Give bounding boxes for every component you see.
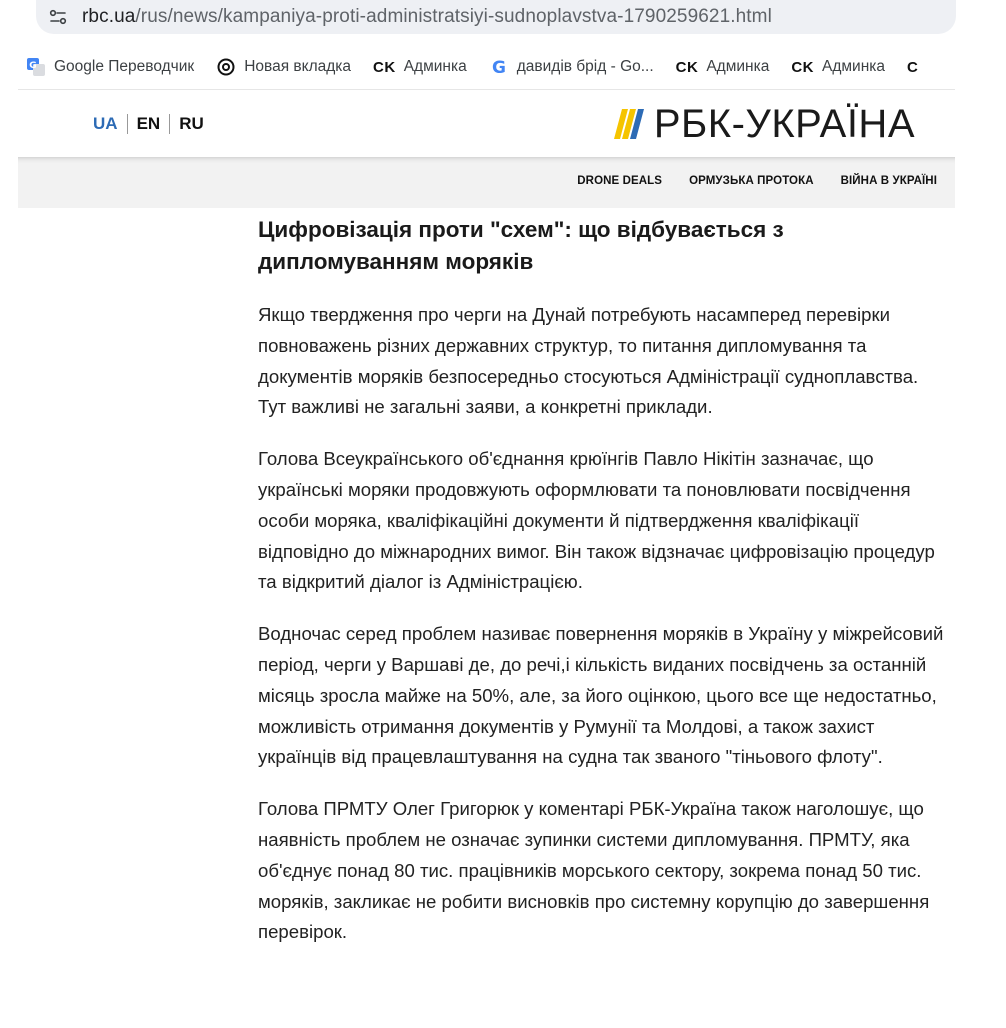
site-logo[interactable]	[614, 104, 915, 144]
url-text[interactable]	[82, 6, 772, 28]
bookmark-label: Google Переводчик	[54, 58, 195, 75]
url-path: /rus/news/kampaniya-proti-administratsiyi-sudnoplavstva-1790259621.html	[135, 6, 772, 27]
ck-icon: C	[907, 58, 919, 76]
article-subheading: Цифровізація проти "схем": що відбувається з дипломуванням моряків	[258, 217, 784, 274]
article-paragraph: Голова Всеукраїнського об'єднання крюїнгів Павло Нікітін зазначає, що українські моряки продовжують оформлювати та поновлювати посвідчення особи моряка, кваліфікаційні документи й підтвердження кваліфікації відповідно до міжнародних вимог. Він також відзначає цифровізацію процедур та відкритий діалог із Адміністрацією.	[258, 448, 935, 593]
ck-icon: CK	[373, 58, 396, 76]
nav-item-hormuz-strait[interactable]: ОРМУЗЬКА ПРОТОКА	[689, 175, 814, 187]
nav-item-war-in-ukraine[interactable]: ВІЙНА В УКРАЇНІ	[840, 175, 937, 187]
google-translate-icon	[26, 57, 46, 77]
openai-icon	[216, 57, 236, 77]
bookmark-google-search[interactable]	[489, 53, 654, 81]
logo-text: РБК-УКРАЇНА	[653, 102, 915, 146]
bookmark-google-translate[interactable]	[26, 53, 194, 81]
bookmark-new-tab[interactable]	[216, 53, 351, 81]
bookmark-label: Админка	[822, 58, 886, 75]
svg-text:G: G	[29, 61, 37, 71]
svg-text:G: G	[491, 58, 506, 76]
ck-icon: CK	[675, 58, 699, 76]
article-paragraph: Водночас серед проблем називає повернення моряків в Україну у міжрейсовий період, черги у Варшаві де, до речі,і кількість виданих посвідчень за останній місяць зросла майже на 50%, але, за його оцінкою, цього все ще недостатньо, можливість отримання документів у Румунії та Молдові, а також захист українців від працевлаштування на судна так званого "тіньового флоту".	[258, 623, 944, 768]
lang-divider	[169, 114, 170, 134]
bookmark-admin-3[interactable]	[791, 53, 885, 81]
topic-nav	[550, 175, 937, 187]
site-header	[18, 89, 955, 158]
ck-icon: CK	[791, 58, 815, 76]
lang-ru[interactable]: RU	[179, 114, 204, 133]
bookmark-label: Админка	[706, 58, 770, 75]
article-body	[258, 214, 948, 969]
bookmark-label: Новая вкладка	[244, 58, 352, 75]
topic-nav-bar	[18, 157, 955, 208]
lang-en[interactable]: EN	[136, 114, 161, 133]
google-icon	[489, 57, 509, 77]
article-paragraph: Якщо твердження про черги на Дунай потребують насамперед перевірки повноважень різних державних структур, то питання дипломування та документів моряків безпосередньо стосуються Адміністрації судноплавства. Тут важливі не загальні заяви, а конкретні приклади.	[258, 304, 919, 418]
url-host: rbc.ua	[82, 6, 136, 27]
bookmark-overflow[interactable]	[907, 53, 926, 81]
bookmark-admin-2[interactable]	[676, 53, 770, 81]
bookmark-label: давидів брід - Go...	[516, 58, 654, 75]
bookmark-admin-1[interactable]	[373, 53, 467, 81]
lang-ua[interactable]: UA	[93, 114, 118, 133]
language-switcher	[93, 114, 204, 134]
article-paragraph: Голова ПРМТУ Олег Григорюк у коментарі РБК-Україна також наголошує, що наявність проблем не означає зупинки системи дипломування. ПРМТУ, яка об'єднує понад 80 тис. працівників морського сектору, зокрема понад 50 тис. моряків, закликає не робити висновків про системну корупцію до завершення перевірок.	[258, 798, 930, 943]
lang-divider	[127, 114, 128, 134]
address-bar[interactable]	[36, 0, 956, 34]
site-settings-icon[interactable]	[48, 7, 68, 27]
logo-mark-icon	[614, 109, 646, 139]
nav-item-drone-deals[interactable]: DRONE DEALS	[577, 175, 663, 187]
bookmarks-bar	[0, 48, 1006, 86]
bookmark-label: Админка	[403, 58, 467, 75]
